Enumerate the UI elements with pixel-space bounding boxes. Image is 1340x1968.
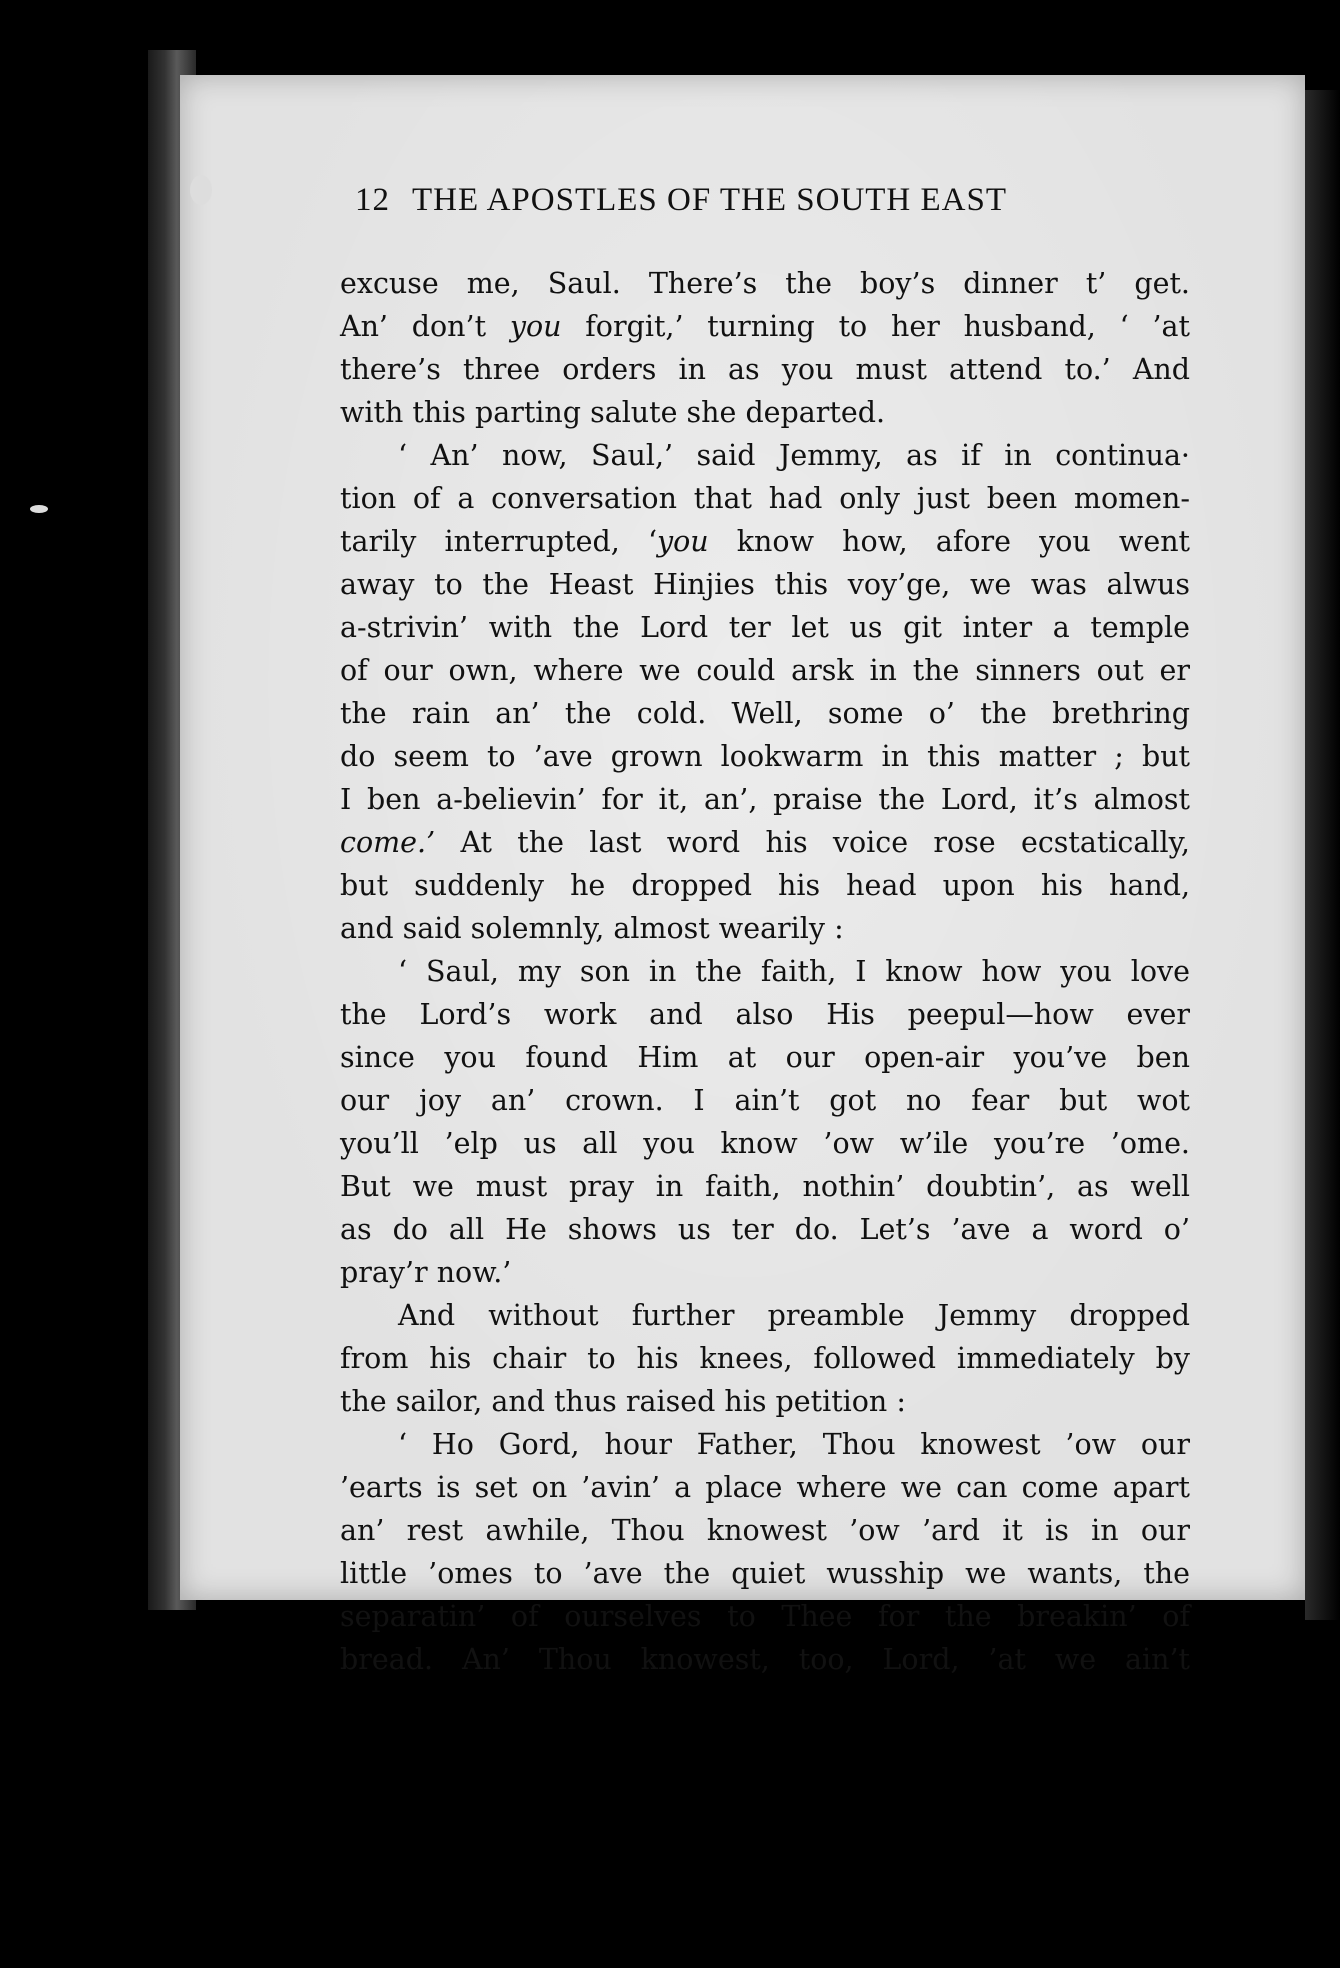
text-line: and said solemnly, almost wearily : [340,912,844,945]
text-segment: know how, afore you went [708,525,1190,558]
scan-speck [30,505,48,513]
text-line [340,520,1190,563]
text-segment: forgit,’ turning to her husband, ‘ ’at [561,310,1190,343]
scan-speck [190,175,212,205]
text-line: ‘ An’ now, Saul,’ said Jemmy, as if in continua· [398,439,1190,472]
text-line [340,821,1190,864]
text-line: but suddenly he dropped his head upon his hand, [340,869,1190,902]
text-line: the Lord’s work and also His peepul—how ever [340,998,1190,1031]
text-line: ‘ Saul, my son in the faith, I know how you love [398,955,1190,988]
text-line: the rain an’ the cold. Well, some o’ the brethring [340,697,1190,730]
text-segment: An’ don’t [340,310,510,343]
running-header [355,182,1155,219]
text-line: And without further preamble Jemmy dropped [398,1299,1190,1332]
page-edge-shadow [1305,90,1340,1620]
page-number: 12 [355,182,390,218]
text-line: bread. An’ Thou knowest, too, Lord, ’at we ain’t [340,1643,1190,1676]
text-line: do seem to ’ave grown lookwarm in this matter ; but [340,740,1190,773]
text-line: the sailor, and thus raised his petition : [340,1385,906,1418]
body-text [340,262,1190,1681]
text-line: of our own, where we could arsk in the sinners out er [340,654,1190,687]
text-line: an’ rest awhile, Thou knowest ’ow ’ard it is in our [340,1514,1190,1547]
text-line [340,305,1190,348]
text-line: pray’r now.’ [340,1256,512,1289]
text-segment: tarily interrupted, ‘ [340,525,658,558]
text-line: away to the Heast Hinjies this voy’ge, we was alwus [340,568,1190,601]
italic-emphasis: you [509,310,562,343]
text-line: separatin’ of ourselves to Thee for the breakin’ of [340,1600,1190,1633]
text-line: our joy an’ crown. I ain’t got no fear but wot [340,1084,1190,1117]
text-line: I ben a-believin’ for it, an’, praise the Lord, it’s almost [340,783,1190,816]
text-segment: At the last word his voice rose ecstatically, [435,826,1190,859]
text-line: excuse me, Saul. There’s the boy’s dinner t’ get. [340,267,1190,300]
text-line: you’ll ’elp us all you know ’ow w’ile you’re ’ome. [340,1127,1190,1160]
text-line: a-strivin’ with the Lord ter let us git inter a temple [340,611,1190,644]
text-line: there’s three orders in as you must attend to.’ And [340,353,1190,386]
running-title: THE APOSTLES OF THE SOUTH EAST [412,182,1008,218]
italic-emphasis: you [657,525,709,558]
text-line: ’earts is set on ’avin’ a place where we can come apart [340,1471,1190,1504]
text-line: tion of a conversation that had only just been momen- [340,482,1190,515]
text-line: ‘ Ho Gord, hour Father, Thou knowest ’ow our [398,1428,1190,1461]
text-line: But we must pray in faith, nothin’ doubtin’, as well [340,1170,1190,1203]
text-line: from his chair to his knees, followed immediately by [340,1342,1190,1375]
text-line: as do all He shows us ter do. Let’s ’ave a word o’ [340,1213,1190,1246]
text-line: with this parting salute she departed. [340,396,886,429]
text-line: little ’omes to ’ave the quiet wusship we wants, the [340,1557,1190,1590]
text-line: since you found Him at our open-air you’ve ben [340,1041,1190,1074]
italic-emphasis: come.’ [340,826,436,859]
